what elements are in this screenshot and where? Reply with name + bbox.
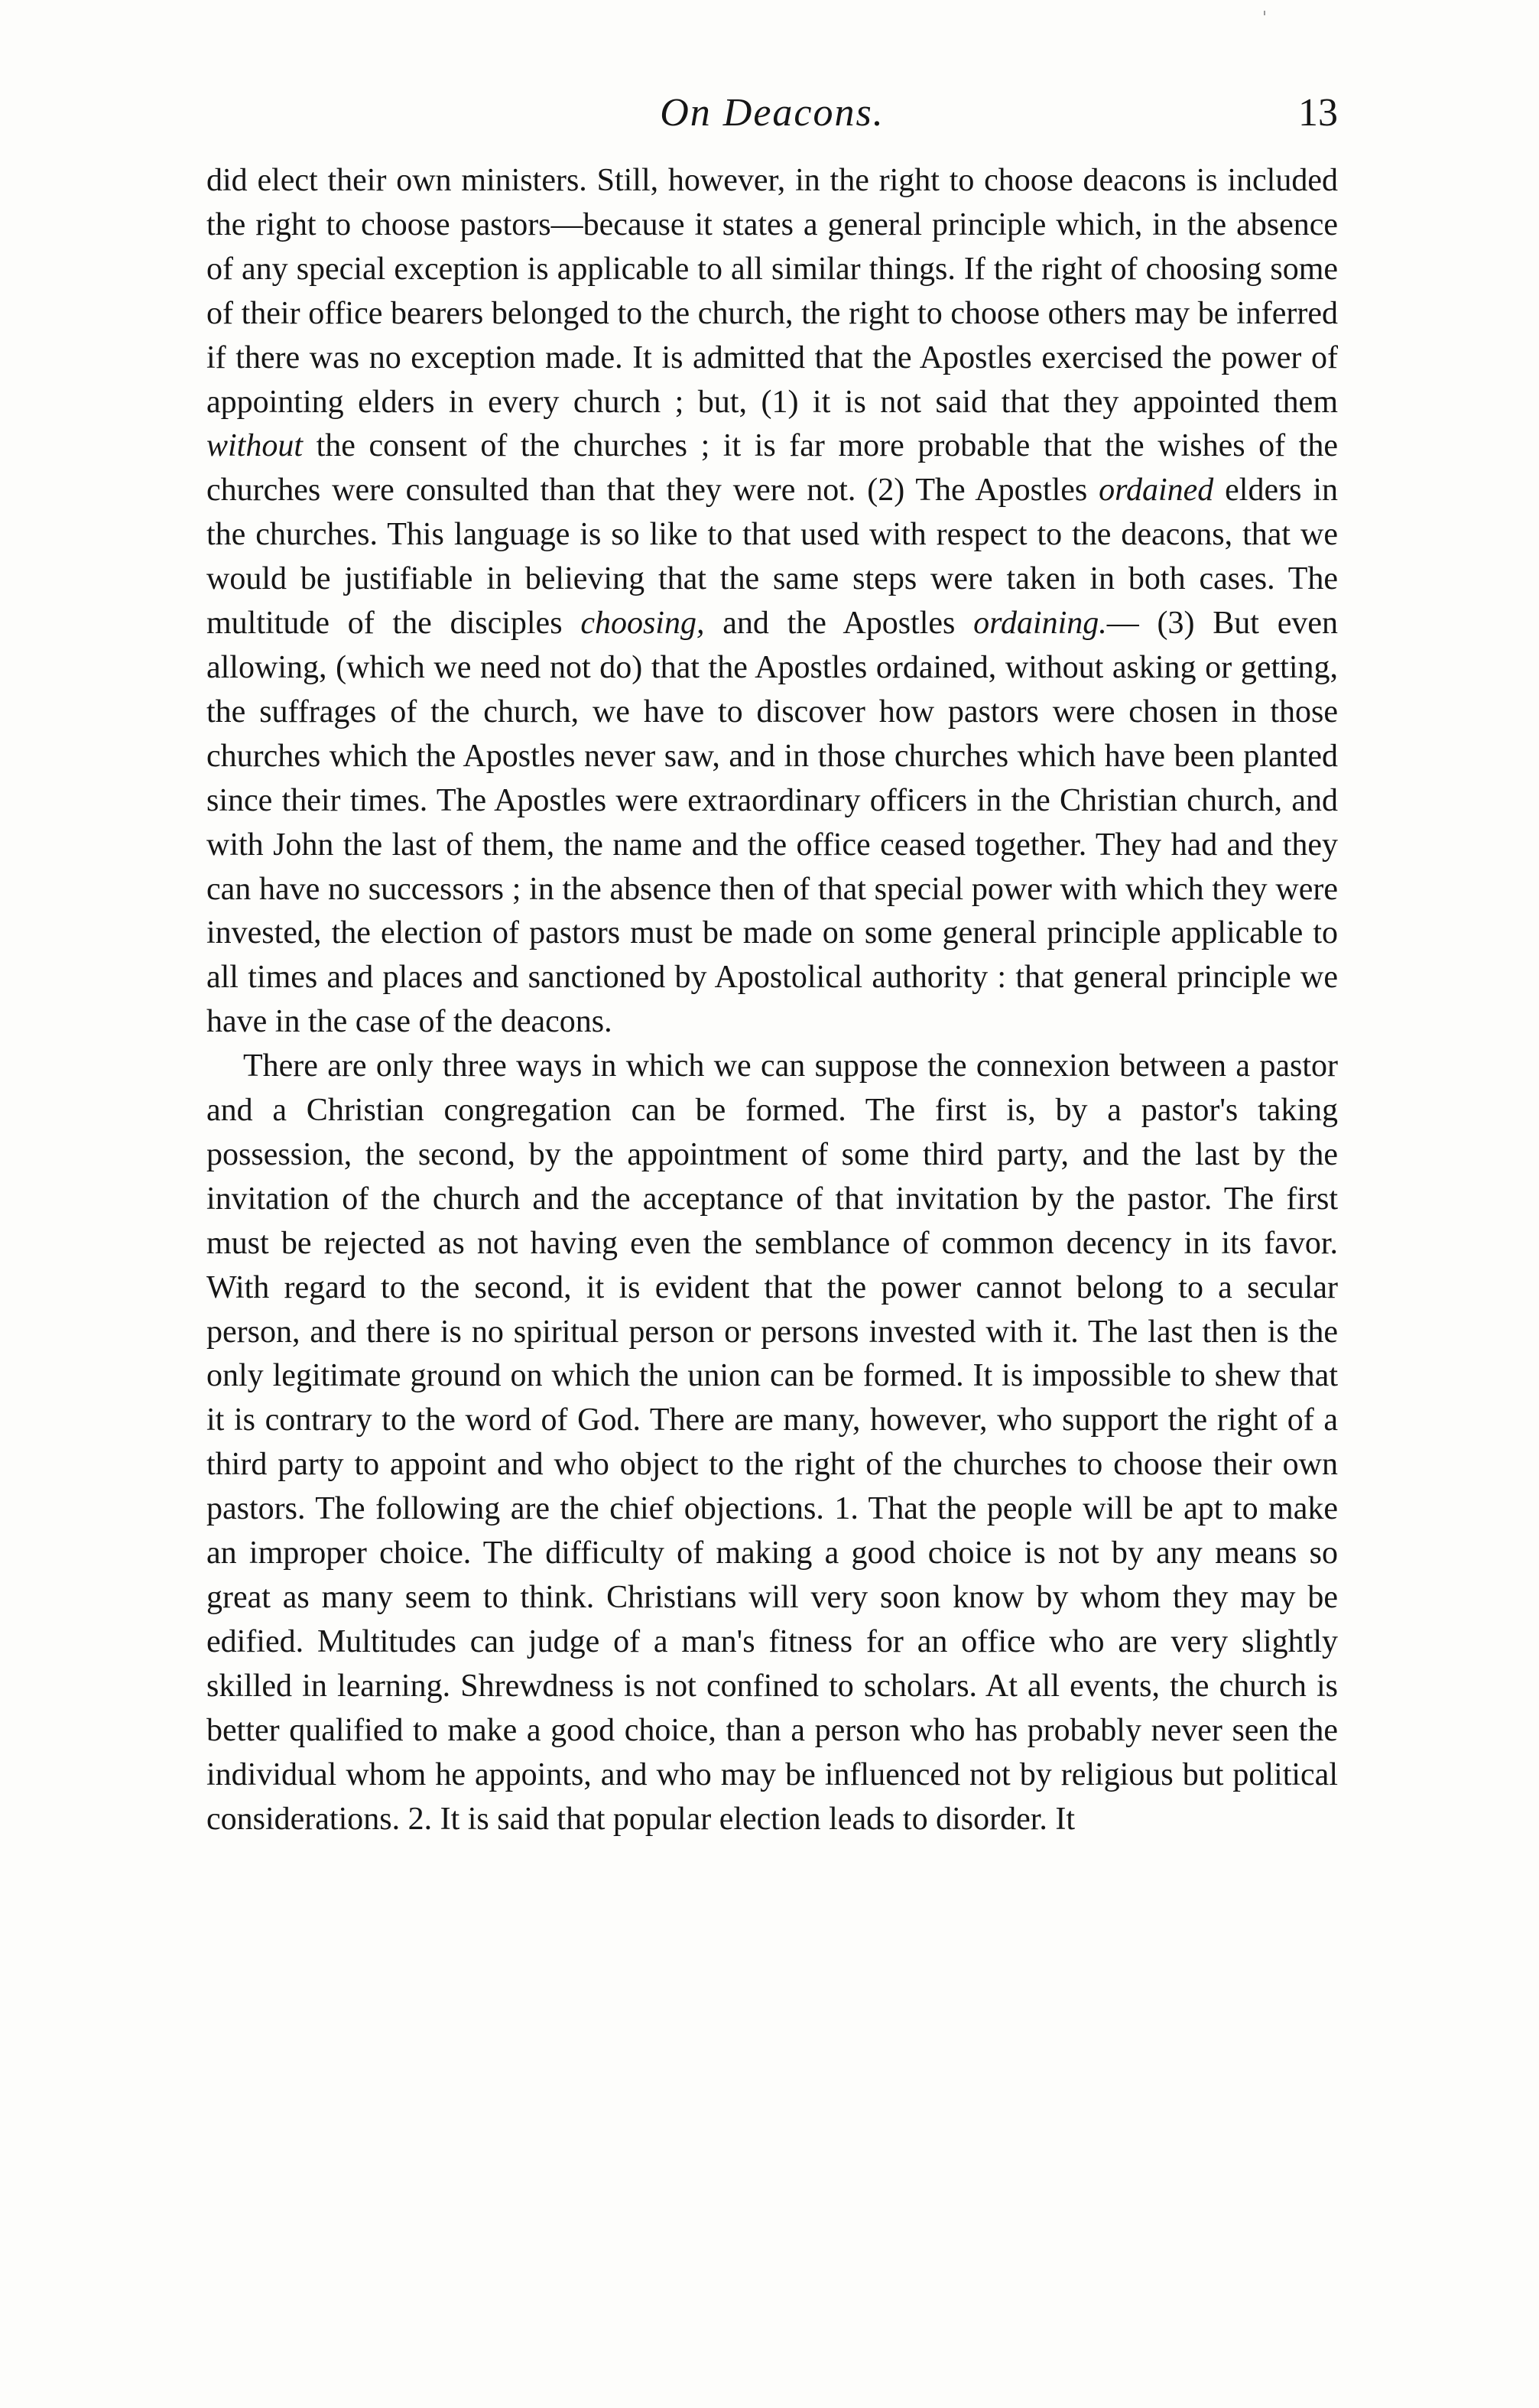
paragraph-2 — [206, 1045, 1338, 1841]
text-run: the consent of the churches ; it is far more probable that the wishes of the churches were consulted than that they were not. (2) The Apostles — [206, 428, 1338, 509]
running-title: On Deacons. — [660, 91, 885, 135]
page-number: 13 — [1298, 91, 1338, 135]
text-run: and the Apostles — [704, 606, 974, 642]
text-run-italic: choosing, — [580, 606, 705, 642]
text-run-italic: without — [206, 428, 304, 464]
text-run: — (3) But even allowing, (which we need not do) that the Apostles ordained, without asking or getting, the suffrages of the church, we have to discover how pastors were chosen in those churches which the Apostles never saw, and in those churches which have been planted since their times. The Apostles were extraordinary officers in the Christian church, and with John the last of them, the name and the office ceased together. They had and they can have no successors ; in the absence then of that special power with which they were invested, the election of pastors must be made on some general principle applicable to all times and places and sanctioned by Apostolical authority : that general principle we have in the case of the deacons. — [206, 606, 1338, 1040]
body-text — [206, 159, 1338, 1841]
scan-mark — [1264, 11, 1265, 15]
text-run: elders in the churches. This language is so like to that used with respect to the deacons, that we would be justifiable in believing that the same steps were taken in both cases. The multitude of the disciples — [206, 473, 1338, 642]
text-run-italic: ordained — [1099, 473, 1214, 509]
page-header — [206, 90, 1338, 151]
text-run: There are only three ways in which we can suppose the connexion between a pastor and a Christian congregation can be formed. The first is, by a pastor's taking possession, the second, by the appointment of some third party, and the last by the invitation of the church and the acceptance of that invitation by the pastor. The first must be rejected as not having even the semblance of common decency in its favor. With regard to the second, it is evident that the power cannot belong to a secular person, and there is no spiritual person or persons invested with it. The last then is the only legitimate ground on which the union can be formed. It is impossible to shew that it is contrary to the word of God. There are many, however, who support the right of a third party to appoint and who object to the right of the churches to choose their own pastors. The following are the chief objections. 1. That the people will be apt to make an improper choice. The difficulty of making a good choice is not by any means so great as many seem to think. Christians will very soon know by whom they may be edified. Multitudes can judge of a man's fitness for an office who are very slightly skilled in learning. Shrewdness is not confined to scholars. At all events, the church is better qualified to make a good choice, than a person who has probably never seen the individual whom he appoints, and who may be influenced not by religious but political considerations. 2. It is said that popular election leads to disorder. It — [206, 1048, 1338, 1837]
paragraph-1 — [206, 159, 1338, 1045]
text-run: did elect their own ministers. Still, however, in the right to choose deacons is included the right to choose pastors—because it states a general principle which, in the absence of any special exception is applicable to all similar things. If the right of choosing some of their office bearers belonged to the church, the right to choose others may be inferred if there was no exception made. It is admitted that the Apostles exercised the power of appointing elders in every church ; but, (1) it is not said that they appointed them — [206, 163, 1338, 420]
text-run-italic: ordaining. — [973, 606, 1107, 642]
